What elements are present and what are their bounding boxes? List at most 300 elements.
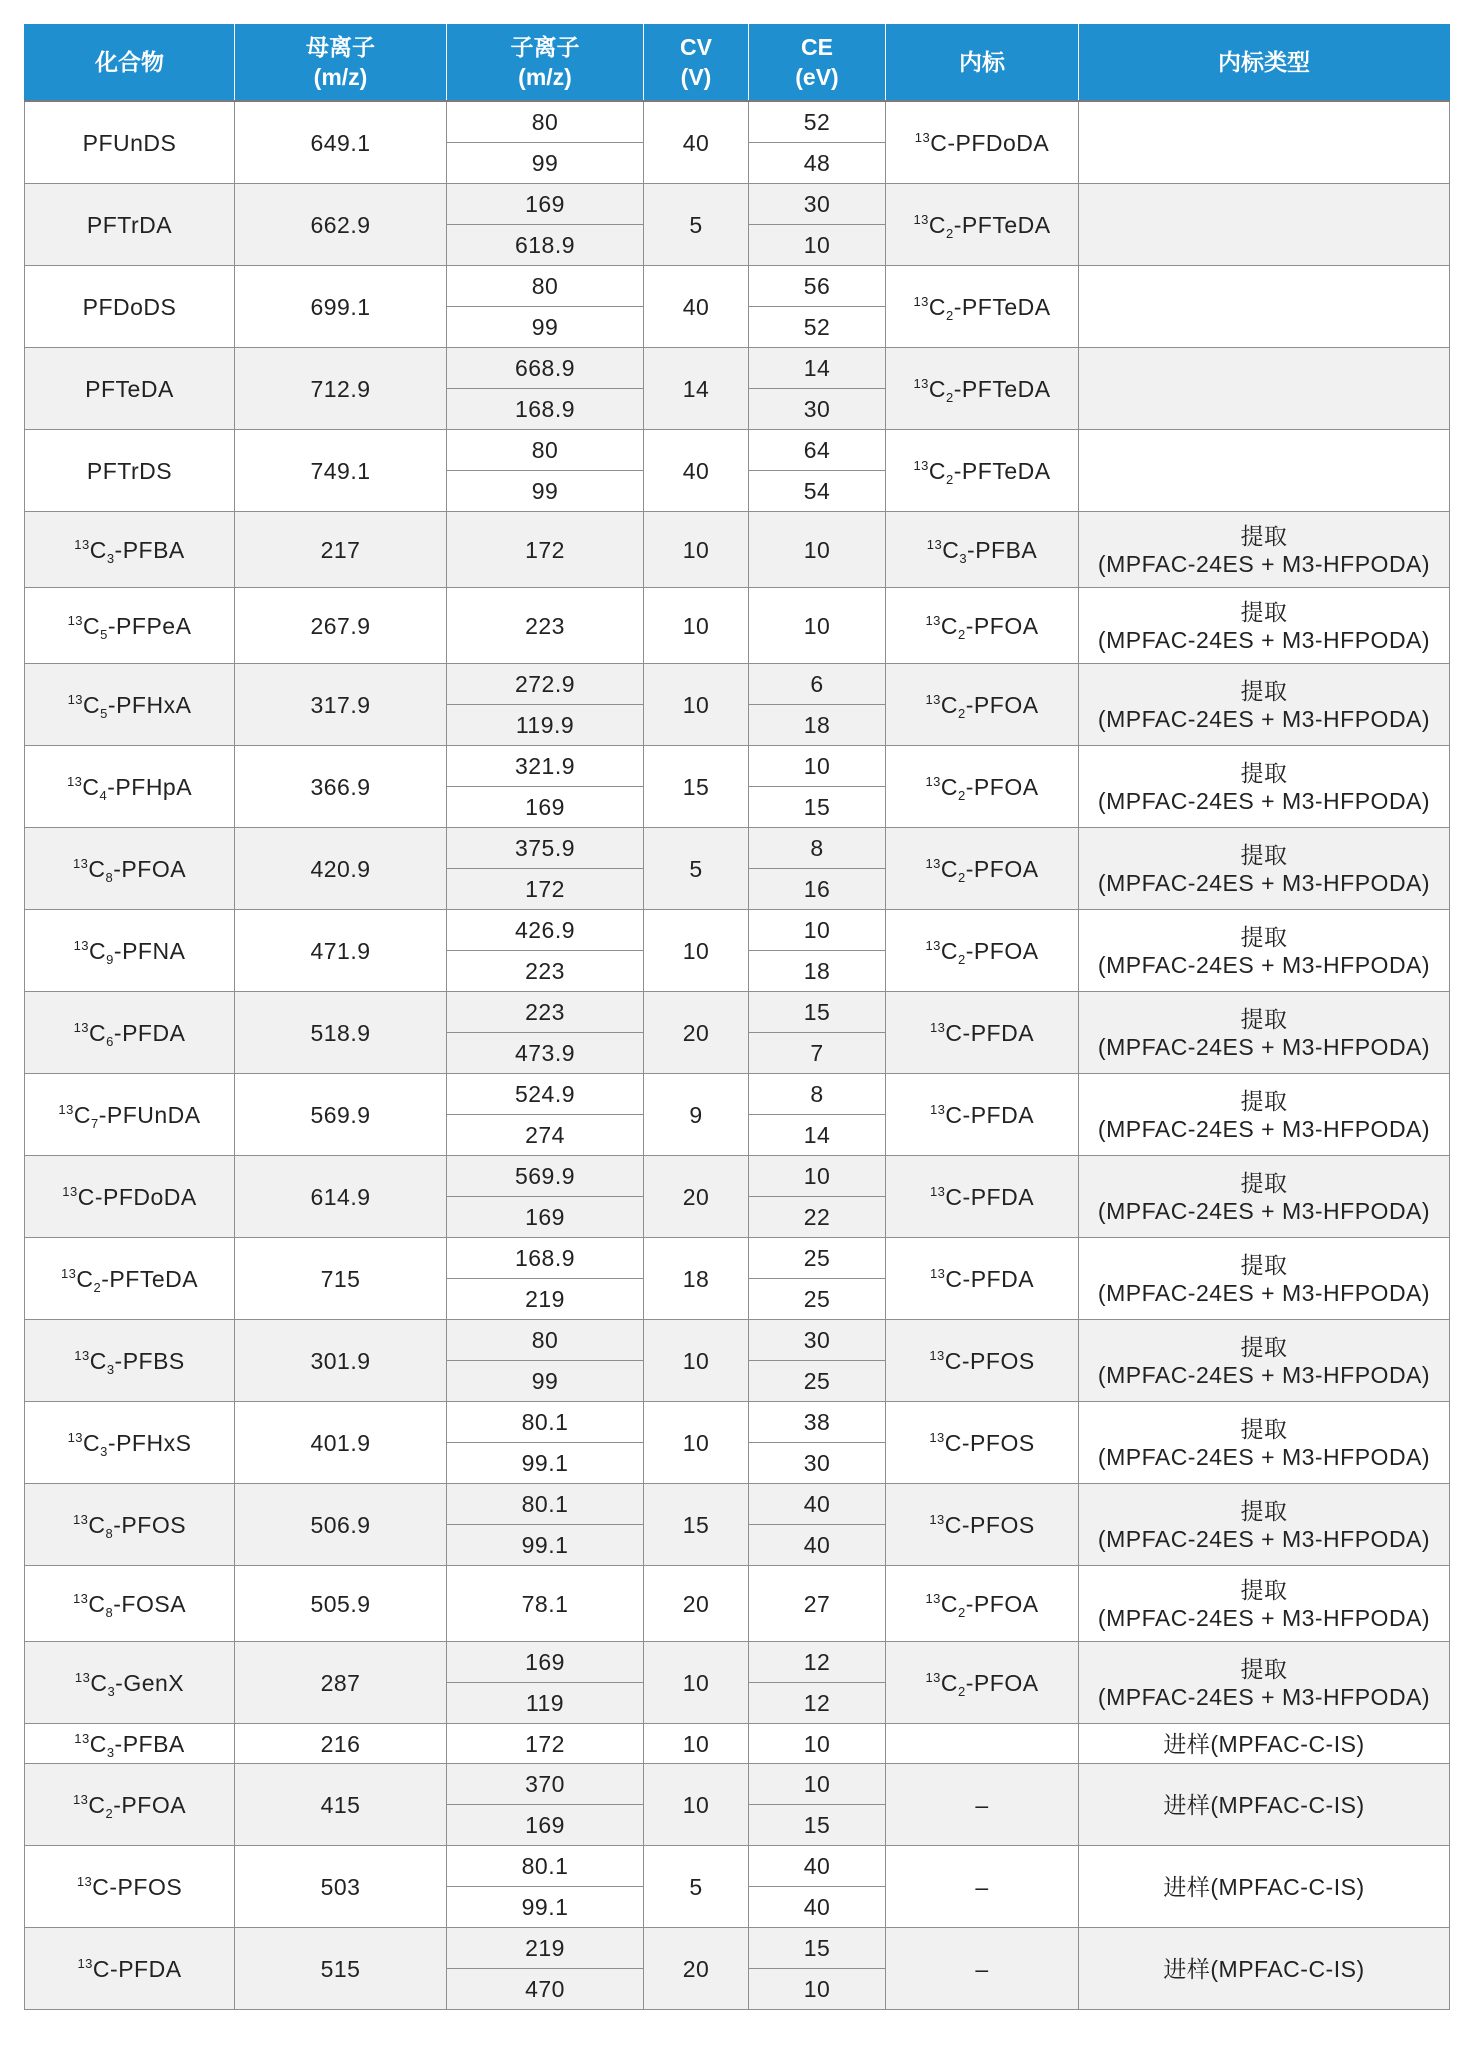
istd-name: -PFOA <box>965 855 1039 882</box>
internal-standard-cell <box>886 746 1079 828</box>
ce-cell <box>749 1484 886 1525</box>
product-mz: 80 <box>531 1327 559 1353</box>
product-cell <box>447 512 644 588</box>
compound-isotope: 13 <box>72 855 89 871</box>
precursor-cell <box>235 512 447 588</box>
product-mz: 473.9 <box>514 1040 576 1066</box>
product-cell <box>447 1443 644 1484</box>
carbon-symbol: C <box>90 1669 108 1696</box>
product-mz: 169 <box>525 794 565 820</box>
precursor-cell <box>235 184 447 266</box>
compound-name: -PFTeDA <box>101 1265 199 1292</box>
cv-value: 20 <box>682 1183 710 1210</box>
istd-type-line-1: 进样(MPFAC-C-IS) <box>1163 1955 1365 1982</box>
internal-standard-cell <box>886 1238 1079 1320</box>
cv-value: 14 <box>682 375 710 402</box>
product-mz: 80 <box>531 273 559 299</box>
precursor-cell <box>235 430 447 512</box>
internal-standard-type-cell <box>1079 1238 1450 1320</box>
product-mz: 375.9 <box>514 835 576 861</box>
table-row <box>25 910 1450 951</box>
compound-label-count: 6 <box>106 1033 114 1049</box>
product-mz: 524.9 <box>514 1081 576 1107</box>
precursor-mz: 712.9 <box>310 375 371 402</box>
product-cell <box>447 1402 644 1443</box>
ce-value: 14 <box>803 355 831 381</box>
header-precursor: 母离子 (m/z) <box>235 24 447 101</box>
table-row <box>25 828 1450 869</box>
ce-value: 54 <box>803 478 831 504</box>
product-mz: 219 <box>525 1935 565 1961</box>
product-mz: 80.1 <box>521 1491 569 1517</box>
internal-standard-cell <box>886 348 1079 430</box>
cv-value: 5 <box>689 855 703 882</box>
compound-name: C-PFDA <box>92 1955 182 1982</box>
carbon-symbol: C <box>83 691 101 718</box>
istd-name: -PFTeDA <box>953 375 1051 402</box>
carbon-symbol: C <box>928 293 947 320</box>
istd-type-line-2: (MPFAC-24ES + M3-HFPODA) <box>1097 1279 1431 1306</box>
compound-name: -PFDA <box>113 1019 186 1046</box>
product-mz: 370 <box>525 1771 565 1797</box>
ce-cell <box>749 1115 886 1156</box>
product-mz: 119 <box>525 1690 565 1716</box>
internal-standard-type-cell <box>1079 588 1450 664</box>
compound-name: -GenX <box>115 1669 185 1696</box>
compound-label-count: 8 <box>105 1604 114 1620</box>
cv-cell <box>644 1156 749 1238</box>
compound-name: -PFBA <box>114 536 185 563</box>
compound-label-count: 3 <box>100 1443 108 1459</box>
ce-value: 52 <box>803 314 831 340</box>
product-cell <box>447 430 644 471</box>
internal-standard-type-cell <box>1079 828 1450 910</box>
ce-value: 16 <box>803 876 831 902</box>
cv-value: 10 <box>682 612 710 639</box>
ce-value: 10 <box>803 1730 831 1757</box>
product-cell <box>447 1764 644 1805</box>
istd-label-count: 2 <box>946 389 954 405</box>
istd-isotope: 13 <box>929 1183 946 1199</box>
istd-isotope: 13 <box>925 612 941 628</box>
ce-value: 18 <box>803 712 831 738</box>
compound-cell <box>25 992 235 1074</box>
internal-standard-cell <box>886 1074 1079 1156</box>
istd-type-line-1: 提取 <box>1240 759 1288 786</box>
compound-name: C-PFOS <box>92 1873 183 1900</box>
internal-standard-type-cell <box>1079 1484 1450 1566</box>
compound-isotope: 13 <box>67 691 84 707</box>
carbon-symbol: C <box>89 536 107 563</box>
carbon-symbol: C <box>940 855 959 882</box>
carbon-symbol: C <box>940 773 959 800</box>
internal-standard-type-cell <box>1079 512 1450 588</box>
precursor-mz: 715 <box>320 1265 361 1292</box>
compound-name: -PFHpA <box>107 773 193 800</box>
ce-value: 27 <box>803 1590 831 1617</box>
carbon-symbol: C <box>928 211 947 238</box>
compound-isotope: 13 <box>74 536 90 552</box>
precursor-cell <box>235 1846 447 1928</box>
compound-name: PFUnDS <box>82 129 177 156</box>
product-mz: 99.1 <box>521 1532 569 1558</box>
istd-type-line-1: 提取 <box>1240 923 1288 950</box>
product-mz: 99 <box>531 150 559 176</box>
istd-name: -PFOA <box>965 773 1039 800</box>
internal-standard-cell <box>886 1484 1079 1566</box>
product-mz: 223 <box>525 999 565 1025</box>
ce-value: 40 <box>803 1853 831 1879</box>
table-row <box>25 1320 1450 1361</box>
precursor-mz: 216 <box>320 1730 361 1757</box>
istd-type-line-1: 提取 <box>1240 1655 1288 1682</box>
product-cell <box>447 664 644 705</box>
compound-cell <box>25 664 235 746</box>
product-cell <box>447 1969 644 2010</box>
ce-value: 15 <box>803 794 831 820</box>
ce-cell <box>749 992 886 1033</box>
page <box>24 24 1449 2010</box>
ce-cell <box>749 1156 886 1197</box>
istd-isotope: 13 <box>929 1265 946 1281</box>
internal-standard-type-cell <box>1079 1928 1450 2010</box>
table-row <box>25 1238 1450 1279</box>
product-mz: 426.9 <box>514 917 576 943</box>
ce-cell <box>749 1074 886 1115</box>
internal-standard-cell <box>886 101 1079 184</box>
cv-value: 20 <box>682 1955 710 1982</box>
istd-type-line-2: (MPFAC-24ES + M3-HFPODA) <box>1097 869 1431 896</box>
compound-name: -PFBA <box>114 1730 185 1757</box>
cv-value: 5 <box>689 1873 703 1900</box>
compound-cell <box>25 1238 235 1320</box>
istd-name: -PFOA <box>965 1669 1039 1696</box>
internal-standard-cell <box>886 1566 1079 1642</box>
compound-label-count: 4 <box>99 787 108 803</box>
cv-cell <box>644 910 749 992</box>
table-row <box>25 1402 1450 1443</box>
precursor-cell <box>235 588 447 664</box>
ce-value: 10 <box>803 232 831 258</box>
istd-type-line-1: 进样(MPFAC-C-IS) <box>1163 1730 1365 1757</box>
product-mz: 618.9 <box>514 232 576 258</box>
internal-standard-type-cell <box>1079 910 1450 992</box>
cv-cell <box>644 1846 749 1928</box>
internal-standard-cell <box>886 512 1079 588</box>
internal-standard-cell <box>886 1642 1079 1724</box>
ce-value: 15 <box>803 1812 831 1838</box>
compound-label-count: 3 <box>106 1361 115 1377</box>
ce-cell <box>749 471 886 512</box>
istd-name: C-PFOS <box>944 1429 1035 1456</box>
ce-cell <box>749 512 886 588</box>
precursor-cell <box>235 101 447 184</box>
compound-isotope: 13 <box>67 612 84 628</box>
ce-value: 38 <box>803 1409 831 1435</box>
ce-value: 18 <box>803 958 831 984</box>
header-product: 子离子 (m/z) <box>447 24 644 101</box>
ce-cell <box>749 1443 886 1484</box>
carbon-symbol: C <box>88 1511 106 1538</box>
istd-isotope: 13 <box>913 375 929 391</box>
cv-cell <box>644 184 749 266</box>
compound-isotope: 13 <box>73 937 90 953</box>
header-compound: 化合物 <box>25 24 235 101</box>
compound-cell <box>25 1724 235 1764</box>
ce-value: 15 <box>803 999 831 1025</box>
carbon-symbol: C <box>83 612 101 639</box>
istd-type-line-2: (MPFAC-24ES + M3-HFPODA) <box>1097 1683 1431 1710</box>
internal-standard-cell <box>886 910 1079 992</box>
header-internal-standard-type: 内标类型 <box>1079 24 1450 101</box>
product-mz: 80.1 <box>521 1853 569 1879</box>
product-cell <box>447 828 644 869</box>
product-cell <box>447 1683 644 1724</box>
precursor-cell <box>235 1074 447 1156</box>
cv-value: 40 <box>682 129 710 156</box>
internal-standard-type-cell <box>1079 430 1450 512</box>
product-cell <box>447 910 644 951</box>
ce-value: 25 <box>803 1245 831 1271</box>
compound-cell <box>25 1484 235 1566</box>
internal-standard-cell <box>886 1156 1079 1238</box>
istd-name: -PFOA <box>965 937 1039 964</box>
istd-label-count: 2 <box>958 705 966 721</box>
ce-value: 40 <box>803 1491 831 1517</box>
table-row <box>25 588 1450 664</box>
product-cell <box>447 1887 644 1928</box>
internal-standard-type-cell <box>1079 1074 1450 1156</box>
istd-isotope: 13 <box>929 1511 945 1527</box>
ce-cell <box>749 389 886 430</box>
istd-isotope: 13 <box>929 1101 946 1117</box>
compound-name: PFTrDS <box>86 457 173 484</box>
ce-value: 56 <box>803 273 831 299</box>
cv-cell <box>644 992 749 1074</box>
cv-cell <box>644 1724 749 1764</box>
product-cell <box>447 143 644 184</box>
internal-standard-cell <box>886 588 1079 664</box>
cv-cell <box>644 1642 749 1724</box>
ce-value: 10 <box>803 536 831 563</box>
ce-value: 10 <box>803 1771 831 1797</box>
istd-type-line-2: (MPFAC-24ES + M3-HFPODA) <box>1097 1197 1431 1224</box>
product-mz: 80 <box>531 109 559 135</box>
ce-value: 40 <box>803 1532 831 1558</box>
product-cell <box>447 184 644 225</box>
istd-type-line-2: (MPFAC-24ES + M3-HFPODA) <box>1097 550 1431 577</box>
ce-value: 10 <box>803 612 831 639</box>
ce-value: 25 <box>803 1286 831 1312</box>
ce-cell <box>749 1197 886 1238</box>
compound-name: PFTeDA <box>85 375 174 402</box>
product-cell <box>447 471 644 512</box>
precursor-mz: 317.9 <box>310 691 371 718</box>
ce-cell <box>749 787 886 828</box>
cv-value: 18 <box>682 1265 710 1292</box>
compound-isotope: 13 <box>76 1873 93 1889</box>
ce-cell <box>749 348 886 389</box>
cv-value: 10 <box>682 1429 710 1456</box>
compound-cell <box>25 184 235 266</box>
ce-cell <box>749 1525 886 1566</box>
product-mz: 78.1 <box>521 1590 569 1617</box>
table-row <box>25 1484 1450 1525</box>
header-internal-standard: 内标 <box>886 24 1079 101</box>
carbon-symbol: C <box>940 1590 959 1617</box>
product-cell <box>447 101 644 143</box>
product-cell <box>447 1846 644 1887</box>
istd-type-line-1: 提取 <box>1240 1415 1288 1442</box>
compound-cell <box>25 266 235 348</box>
cv-cell <box>644 266 749 348</box>
carbon-symbol: C <box>89 1019 107 1046</box>
internal-standard-cell <box>886 664 1079 746</box>
compound-cell <box>25 1764 235 1846</box>
ce-cell <box>749 1566 886 1642</box>
precursor-cell <box>235 1238 447 1320</box>
precursor-mz: 749.1 <box>310 457 371 484</box>
precursor-cell <box>235 1928 447 2010</box>
internal-standard-type-cell <box>1079 184 1450 266</box>
header-product-unit: (m/z) <box>518 64 572 90</box>
ce-cell <box>749 184 886 225</box>
product-cell <box>447 951 644 992</box>
product-mz: 80.1 <box>521 1409 569 1435</box>
compound-label-count: 5 <box>100 626 108 642</box>
cv-cell <box>644 430 749 512</box>
table-row <box>25 1642 1450 1683</box>
carbon-symbol: C <box>940 937 959 964</box>
compound-isotope: 13 <box>73 1019 90 1035</box>
product-cell <box>447 1115 644 1156</box>
precursor-mz: 662.9 <box>310 211 371 238</box>
istd-name: -PFTeDA <box>953 211 1051 238</box>
cv-value: 10 <box>682 1347 710 1374</box>
table-row <box>25 746 1450 787</box>
internal-standard-cell <box>886 1320 1079 1402</box>
product-mz: 172 <box>525 536 565 563</box>
compound-label-count: 3 <box>107 1683 116 1699</box>
carbon-symbol: C <box>88 1791 106 1818</box>
ce-cell <box>749 1887 886 1928</box>
istd-isotope: 13 <box>914 129 931 145</box>
istd-label-count: 2 <box>958 1683 966 1699</box>
compound-label-count: 3 <box>106 550 115 566</box>
precursor-mz: 699.1 <box>310 293 371 320</box>
compound-label-count: 5 <box>100 705 108 721</box>
cv-value: 20 <box>682 1590 710 1617</box>
compound-cell <box>25 1320 235 1402</box>
carbon-symbol: C <box>928 375 947 402</box>
ce-cell <box>749 1683 886 1724</box>
ce-cell <box>749 307 886 348</box>
internal-standard-type-cell <box>1079 1642 1450 1724</box>
compound-label-count: 9 <box>106 951 114 967</box>
internal-standard-type-cell <box>1079 266 1450 348</box>
istd-isotope: 13 <box>926 536 943 552</box>
precursor-mz: 505.9 <box>310 1590 371 1617</box>
header-precursor-unit: (m/z) <box>313 64 368 90</box>
istd-type-line-1: 提取 <box>1240 1251 1288 1278</box>
ce-cell <box>749 910 886 951</box>
istd-isotope: 13 <box>929 1347 945 1363</box>
ce-value: 22 <box>803 1204 831 1230</box>
compound-name: -PFOS <box>113 1511 187 1538</box>
istd-label-count: 2 <box>958 787 966 803</box>
product-cell <box>447 1361 644 1402</box>
product-mz: 274 <box>525 1122 565 1148</box>
cv-cell <box>644 746 749 828</box>
ce-value: 30 <box>803 191 831 217</box>
precursor-mz: 415 <box>320 1791 361 1818</box>
product-mz: 668.9 <box>514 355 576 381</box>
ce-cell <box>749 266 886 307</box>
ce-cell <box>749 1928 886 1969</box>
precursor-mz: 401.9 <box>310 1429 371 1456</box>
ce-value: 30 <box>803 396 831 422</box>
product-cell <box>447 992 644 1033</box>
compound-isotope: 13 <box>77 1955 93 1971</box>
compound-cell <box>25 1928 235 2010</box>
carbon-symbol: C <box>88 1590 106 1617</box>
internal-standard-type-cell <box>1079 1724 1450 1764</box>
internal-standard-cell <box>886 992 1079 1074</box>
internal-standard-type-cell <box>1079 992 1450 1074</box>
precursor-cell <box>235 910 447 992</box>
istd-type-line-1: 提取 <box>1240 1169 1288 1196</box>
istd-type-line-2: (MPFAC-24ES + M3-HFPODA) <box>1097 1443 1431 1470</box>
compound-name: -PFPeA <box>107 612 192 639</box>
ce-cell <box>749 1238 886 1279</box>
istd-name: – <box>975 1791 989 1818</box>
ce-cell <box>749 588 886 664</box>
ce-cell <box>749 1805 886 1846</box>
header-cv-unit: (V) <box>680 64 712 90</box>
table-row <box>25 348 1450 389</box>
product-mz: 99 <box>531 314 559 340</box>
ce-value: 64 <box>803 437 831 463</box>
ce-value: 7 <box>810 1040 824 1066</box>
ce-value: 8 <box>810 1081 824 1107</box>
ce-value: 12 <box>803 1690 831 1716</box>
internal-standard-type-cell <box>1079 1320 1450 1402</box>
product-mz: 272.9 <box>514 671 576 697</box>
istd-type-line-1: 提取 <box>1240 1333 1288 1360</box>
cv-value: 10 <box>682 1791 710 1818</box>
istd-name: C-PFOS <box>944 1347 1035 1374</box>
internal-standard-cell <box>886 1402 1079 1484</box>
product-mz: 99 <box>531 1368 559 1394</box>
carbon-symbol: C <box>940 612 959 639</box>
compound-isotope: 13 <box>62 1183 78 1199</box>
ce-cell <box>749 746 886 787</box>
ce-value: 40 <box>803 1894 831 1920</box>
cv-cell <box>644 664 749 746</box>
product-cell <box>447 307 644 348</box>
compound-cell <box>25 910 235 992</box>
istd-type-line-1: 提取 <box>1240 841 1288 868</box>
istd-name: -PFOA <box>965 612 1039 639</box>
ce-cell <box>749 1642 886 1683</box>
cv-value: 15 <box>682 773 710 800</box>
table-row <box>25 1928 1450 1969</box>
precursor-cell <box>235 828 447 910</box>
internal-standard-type-cell <box>1079 1846 1450 1928</box>
cv-value: 10 <box>682 937 710 964</box>
istd-label-count: 2 <box>946 307 954 323</box>
istd-name: -PFOA <box>965 1590 1039 1617</box>
